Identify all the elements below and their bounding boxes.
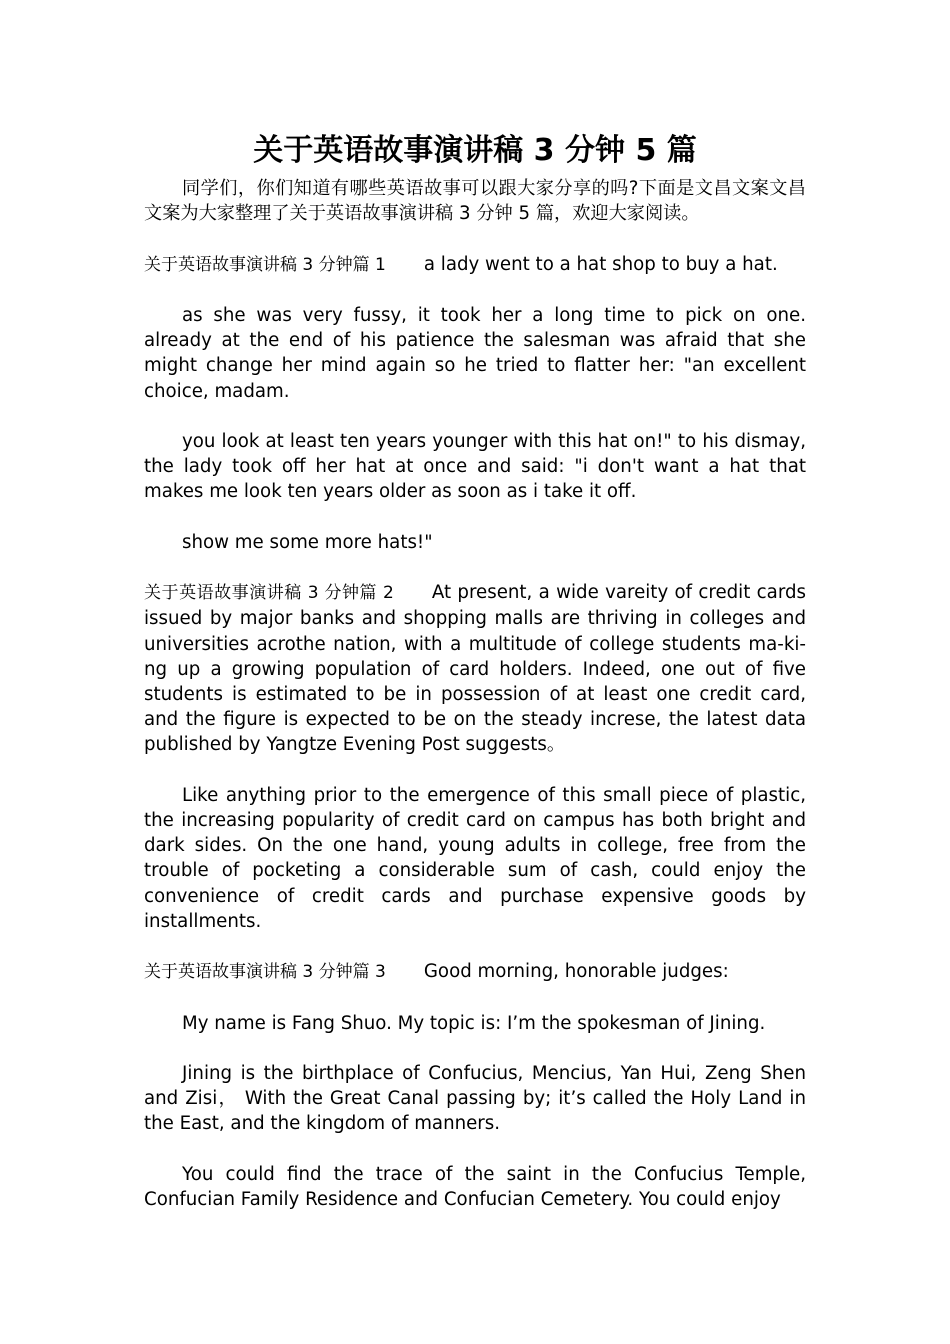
section-3-heading: 关于英语故事演讲稿 3 分钟篇 3 [144, 962, 386, 983]
section-1-first-line: a lady went to a hat shop to buy a hat. [423, 253, 778, 275]
section-2-paragraph [144, 580, 806, 757]
section-1-body-paragraph: you look at least ten years younger with this hat on!" to his dismay, the lady took off her hat at once and said: "i don't want a hat that makes me look ten years older as soon as i take it off. [144, 430, 806, 503]
section-3-paragraph [144, 959, 806, 985]
section-1-paragraph [144, 252, 806, 278]
section-3-body-paragraph: You could find the trace of the saint in the Confucius Temple, Confucian Family Residence and Confucian Cemetery. You could enjoy [144, 1163, 806, 1210]
intro-paragraph: 同学们，你们知道有哪些英语故事可以跟大家分享的吗?下面是文昌文案文昌文案为大家整理了关于英语故事演讲稿 3 分钟 5 篇，欢迎大家阅读。 [144, 178, 806, 225]
section-1-body-paragraph: as she was very fussy, it took her a long time to pick on one. already at the end of his patience the salesman was afraid that she might change her mind again so he tried to flatter her: "an excellent choice, madam. [144, 304, 806, 402]
section-2-body-paragraph: Like anything prior to the emergence of this small piece of plastic, the increasing popularity of credit card on campus has both bright and dark sides. On the one hand, young adults in college, free from the trouble of pocketing a considerable sum of cash, could enjoy the convenience of credit cards and purchase expensive goods by installments. [144, 784, 806, 932]
section-2-heading: 关于英语故事演讲稿 3 分钟篇 2 [144, 583, 394, 604]
section-3-body-paragraph: My name is Fang Shuo. My topic is: I’m the spokesman of Jining. [182, 1012, 766, 1034]
section-1-heading: 关于英语故事演讲稿 3 分钟篇 1 [144, 254, 386, 275]
document-title: 关于英语故事演讲稿 3 分钟 5 篇 [253, 133, 697, 168]
section-1-body-paragraph: show me some more hats!" [182, 531, 433, 553]
section-3-body-paragraph: Jining is the birthplace of Confucius, Mencius, Yan Hui, Zeng Shen and Zisi， With the Great Canal passing by; it’s called the Holy Land in the East, and the kingdom of manners. [144, 1062, 806, 1135]
section-3-first-line: Good morning, honorable judges: [423, 961, 729, 983]
document-page [144, 128, 806, 1212]
section-2-first-line: At present, a wide vareity of credit cards issued by major banks and shopping malls are thriving in colleges and universities acrothe nation, with a multitude of college students ma-ki-ng up a growing population of card holders. Indeed, one out of five students is estimated to be in possession of at least one credit card, and the figure is expected to be on the steady increse, the latest data published by Yangtze Evening Post suggests。 [144, 582, 806, 756]
